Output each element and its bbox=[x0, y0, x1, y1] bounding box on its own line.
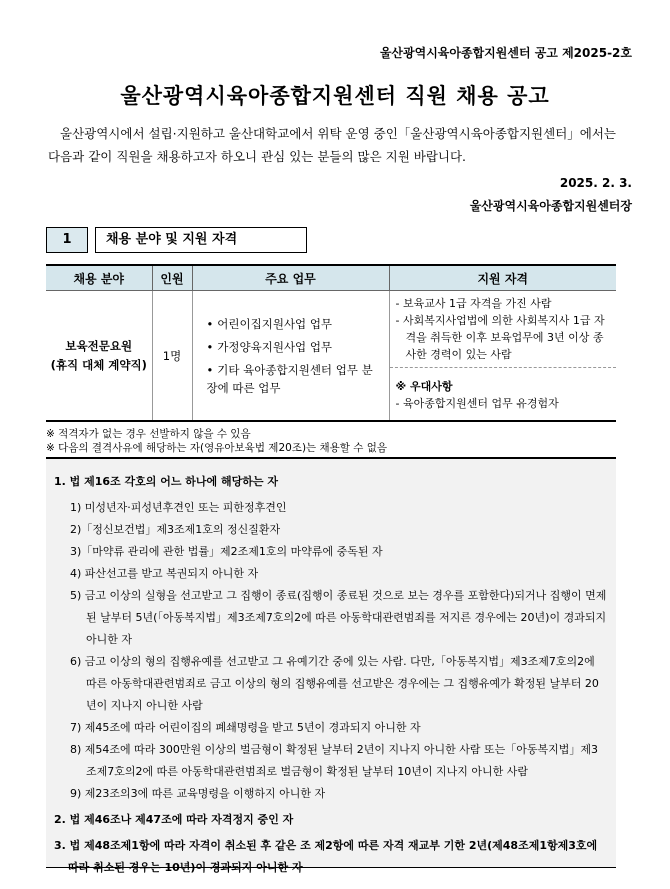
recruit-field-cell bbox=[46, 291, 152, 422]
notice-date: 2025. 2. 3. bbox=[559, 176, 632, 190]
recruit-field-title: 보육전문요원 bbox=[65, 338, 133, 353]
qualification-list bbox=[390, 291, 617, 368]
recruit-field-type: (휴직 대체 계약직) bbox=[50, 357, 147, 372]
disqualification-item: 9) 제23조의3에 따른 교육명령을 이행하지 아니한 자 bbox=[70, 787, 326, 800]
disqualification-heading: 3. 법 제48조제1항에 따라 자격이 취소된 후 같은 조 제2항에 따른 자격 재교부 기한 2년(제48조제1항제3호에 따라 취소된 경우는 10년)이 경과되지 아니한 자 bbox=[54, 839, 598, 874]
disqualification-item: 7) 제45조에 따라 어린이집의 폐쇄명령을 받고 5년이 경과되지 아니한 자 bbox=[70, 721, 421, 734]
duties-cell bbox=[192, 291, 389, 422]
disqualification-item: 2)「정신보건법」제3조제1호의 정신질환자 bbox=[70, 523, 281, 536]
preference-item: - 육아종합지원센터 업무 유경험자 bbox=[395, 397, 559, 410]
disqualification-item: 1) 미성년자·피성년후견인 또는 피한정후견인 bbox=[70, 501, 287, 514]
column-header: 주요 업무 bbox=[192, 265, 389, 291]
disqualification-box bbox=[46, 457, 616, 874]
notes bbox=[46, 427, 387, 455]
recruitment-table bbox=[46, 264, 616, 422]
disqualification-item: 4) 파산선고를 받고 복권되지 아니한 자 bbox=[70, 567, 259, 580]
note-item: ※ 적격자가 없는 경우 선발하지 않을 수 있음 bbox=[46, 428, 251, 440]
section-number: 1 bbox=[46, 227, 88, 253]
disqualification-item: 3)「마약류 관리에 관한 법률」제2조제1호의 마약류에 중독된 자 bbox=[70, 545, 383, 558]
disqualification-heading: 2. 법 제46조나 제47조에 따라 자격정지 중인 자 bbox=[54, 813, 294, 826]
section-title: 채용 분야 및 지원 자격 bbox=[95, 227, 307, 253]
disqualification-item: 8) 제54조에 따라 300만원 이상의 벌금형이 확정된 날부터 2년이 지나지 아니한 사람 또는「아동복지법」제3조제7호의2에 따른 아동학대관련범죄로 벌금형이 확정된 날부터 10년이 지나지 아니한 사람 bbox=[70, 743, 599, 778]
issuer-name: 울산광역시육아종합지원센터장 bbox=[469, 199, 632, 213]
disqualification-item: 5) 금고 이상의 실형을 선고받고 그 집행이 종료(집행이 종료된 것으로 보는 경우를 포함한다)되거나 집행이 면제된 날부터 5년(「아동복지법」제3조제7호의2에 따른 아동학대관련범죄를 저지른 경우에는 20년)이 경과되지 아니한 자 bbox=[70, 589, 607, 646]
qualifications-cell bbox=[389, 291, 616, 422]
duty-item: • 어린이집지원사업 업무 bbox=[207, 315, 383, 333]
note-item: ※ 다음의 결격사유에 해당하는 자(영유아보육법 제20조)는 채용할 수 없음 bbox=[46, 442, 388, 454]
column-header: 인원 bbox=[152, 265, 192, 291]
disqualification-item: 6) 금고 이상의 형의 집행유예를 선고받고 그 유예기간 중에 있는 사람. 다만,「아동복지법」제3조제7호의2에 따른 아동학대관련범죄로 금고 이상의 형의 집행유예를 선고받은 경우에는 그 집행유예가 확정된 날부터 20년이 지나지 아니한 사람 bbox=[70, 655, 599, 712]
column-header: 채용 분야 bbox=[46, 265, 152, 291]
column-header: 지원 자격 bbox=[389, 265, 616, 291]
preference-title: ※ 우대사항 bbox=[395, 380, 453, 393]
notice-number: 울산광역시육아종합지원센터 공고 제2025-2호 bbox=[379, 46, 632, 60]
intro-paragraph: 울산광역시에서 설립·지원하고 울산대학교에서 위탁 운영 중인「울산광역시육아종합지원센터」에서는 다음과 같이 직원을 채용하고자 하오니 관심 있는 분들의 많은 지원 바랍니다. bbox=[48, 126, 616, 164]
table-header-row bbox=[46, 265, 616, 291]
qualification-item: - 보육교사 1급 자격을 가진 사람 bbox=[395, 297, 552, 310]
duty-item: • 기타 육아종합지원센터 업무 분장에 따른 업무 bbox=[207, 361, 383, 397]
qualification-item: - 사회복지사업법에 의한 사회복지사 1급 자격을 취득한 이후 보육업무에 3년 이상 종사한 경력이 있는 사람 bbox=[395, 314, 605, 361]
preference-block bbox=[390, 368, 617, 420]
page-title: 울산광역시육아종합지원센터 직원 채용 공고 bbox=[120, 84, 550, 108]
table-row bbox=[46, 291, 616, 422]
headcount-cell: 1명 bbox=[152, 291, 192, 422]
duty-item: • 가정양육지원사업 업무 bbox=[207, 338, 383, 356]
disqualification-heading: 1. 법 제16조 각호의 어느 하나에 해당하는 자 bbox=[54, 475, 278, 488]
